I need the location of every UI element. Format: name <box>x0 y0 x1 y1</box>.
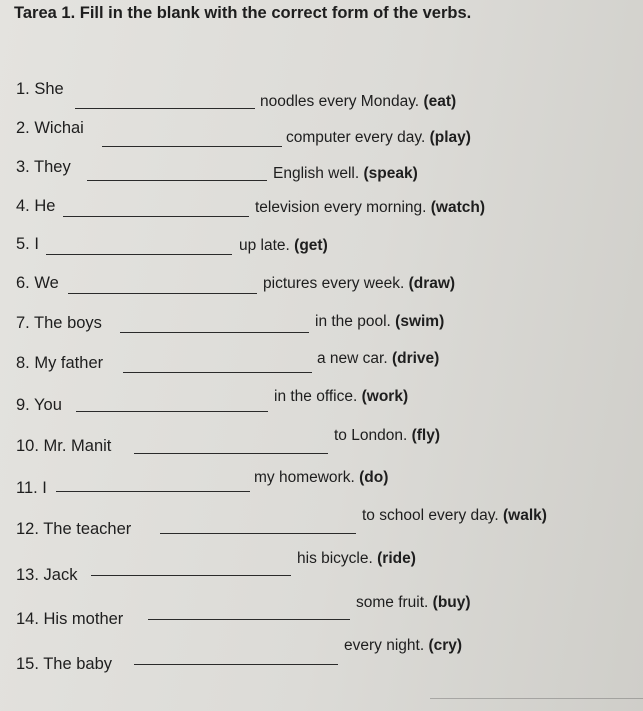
verb-hint: (play) <box>429 129 471 146</box>
answer-blank[interactable] <box>134 664 338 665</box>
item-subject: 6. We <box>16 274 59 292</box>
item-rest: up late. (get) <box>239 237 328 254</box>
item-rest: television every morning. (watch) <box>255 199 486 216</box>
item-subject: 12. The teacher <box>16 520 132 538</box>
item-rest: in the pool. (swim) <box>315 313 445 330</box>
item-subject: 1. She <box>16 80 64 98</box>
verb-hint: (work) <box>361 388 409 405</box>
answer-blank[interactable] <box>120 332 309 333</box>
item-subject: 9. You <box>16 396 62 414</box>
item-subject: 10. Mr. Manit <box>16 437 112 455</box>
verb-hint: (cry) <box>428 637 463 654</box>
answer-blank[interactable] <box>123 372 312 373</box>
verb-hint: (get) <box>294 237 328 254</box>
item-rest: English well. (speak) <box>273 165 418 182</box>
item-subject: 8. My father <box>16 354 104 372</box>
worksheet-title: Tarea 1. Fill in the blank with the correct form of the verbs. <box>14 4 472 22</box>
item-subject: 4. He <box>16 197 56 215</box>
item-rest: a new car. (drive) <box>317 350 440 367</box>
item-rest: noodles every Monday. (eat) <box>260 93 457 110</box>
item-rest: his bicycle. (ride) <box>297 550 416 567</box>
answer-blank[interactable] <box>160 533 356 534</box>
verb-hint: (ride) <box>377 550 416 567</box>
answer-blank[interactable] <box>148 619 350 620</box>
answer-blank[interactable] <box>76 411 268 412</box>
item-rest: to London. (fly) <box>334 427 440 444</box>
item-rest: in the office. (work) <box>274 388 409 405</box>
answer-blank[interactable] <box>91 575 291 576</box>
item-subject: 14. His mother <box>16 610 124 628</box>
answer-blank[interactable] <box>46 254 232 255</box>
item-rest: to school every day. (walk) <box>362 507 547 524</box>
verb-hint: (drive) <box>391 350 440 367</box>
item-subject: 15. The baby <box>16 655 113 673</box>
item-rest: pictures every week. (draw) <box>263 275 456 292</box>
verb-hint: (draw) <box>408 275 456 292</box>
answer-blank[interactable] <box>134 453 328 454</box>
item-subject: 5. I <box>16 235 39 253</box>
answer-blank[interactable] <box>68 293 257 294</box>
verb-hint: (buy) <box>432 594 471 611</box>
verb-hint: (swim) <box>395 313 445 330</box>
answer-blank[interactable] <box>75 108 255 109</box>
verb-hint: (watch) <box>430 199 486 216</box>
item-rest: my homework. (do) <box>254 469 389 486</box>
verb-hint: (fly) <box>411 427 440 444</box>
verb-hint: (speak) <box>363 165 418 182</box>
item-subject: 13. Jack <box>16 566 78 584</box>
item-rest: every night. (cry) <box>344 637 463 654</box>
verb-hint: (eat) <box>423 93 457 110</box>
verb-hint: (walk) <box>503 507 547 524</box>
answer-blank[interactable] <box>102 146 282 147</box>
item-subject: 3. They <box>16 158 71 176</box>
answer-blank[interactable] <box>87 180 267 181</box>
page-edge-line <box>430 698 643 699</box>
answer-blank[interactable] <box>56 491 250 492</box>
item-subject: 2. Wichai <box>16 119 84 137</box>
item-subject: 11. I <box>16 479 47 497</box>
item-subject: 7. The boys <box>16 314 102 332</box>
answer-blank[interactable] <box>63 216 249 217</box>
item-rest: computer every day. (play) <box>286 129 471 146</box>
item-rest: some fruit. (buy) <box>356 594 471 611</box>
verb-hint: (do) <box>359 469 389 486</box>
